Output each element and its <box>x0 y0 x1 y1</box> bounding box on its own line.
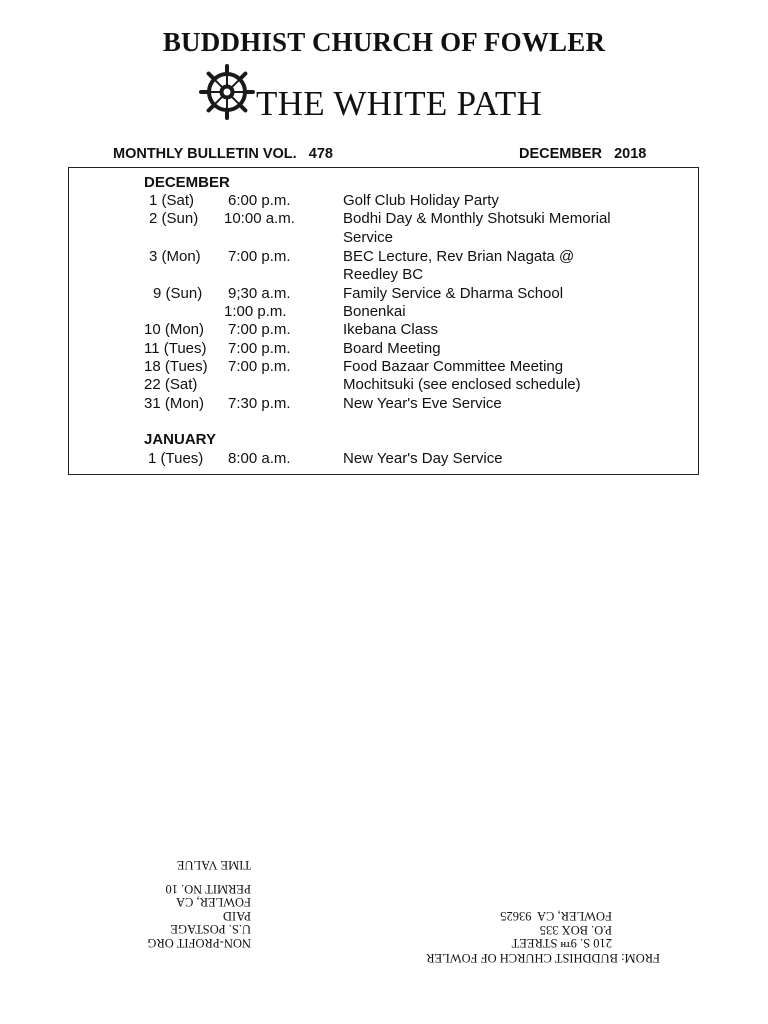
event-time: 7:00 p.m. <box>228 321 291 338</box>
event-name: Ikebana Class <box>343 321 439 338</box>
event-name: Mochitsuki (see enclosed schedule) <box>343 376 581 393</box>
schedule-row <box>69 358 698 376</box>
postage-line: PAID <box>222 909 251 923</box>
event-name: New Year's Day Service <box>343 450 503 467</box>
event-day: 3 (Mon) <box>149 248 201 265</box>
schedule-row <box>69 303 698 321</box>
schedule-row-continued <box>69 229 698 247</box>
schedule-row-continued <box>69 266 698 284</box>
event-name: Family Service & Dharma School <box>343 285 564 302</box>
bulletin-date: DECEMBER 2018 <box>519 146 647 162</box>
schedule-row <box>69 192 698 210</box>
event-name: Board Meeting <box>343 340 441 357</box>
event-day: 10 (Mon) <box>144 321 205 338</box>
event-name: Bonenkai <box>343 303 406 320</box>
december-heading: DECEMBER <box>144 174 230 191</box>
event-time: 7:00 p.m. <box>228 358 291 375</box>
return-po-box: P.O. BOX 335 <box>539 923 612 937</box>
event-day: 2 (Sun) <box>149 210 199 227</box>
event-day: 9 (Sun) <box>153 285 203 302</box>
event-day: 22 (Sat) <box>144 376 198 393</box>
event-day: 1 (Sat) <box>149 192 195 209</box>
church-name-heading: BUDDHIST CHURCH OF FOWLER <box>162 27 606 57</box>
event-day: 31 (Mon) <box>144 395 205 412</box>
event-time: 10:00 a.m. <box>224 210 295 227</box>
return-address-block <box>414 909 660 964</box>
event-name: Bodhi Day & Monthly Shotsuki Memorial <box>343 210 611 227</box>
bulletin-volume: MONTHLY BULLETIN VOL. 478 <box>113 146 333 162</box>
schedule-row <box>69 248 698 266</box>
event-time: 1:00 p.m. <box>224 303 287 320</box>
schedule-row <box>69 376 698 394</box>
schedule-row <box>69 321 698 339</box>
event-time: 7:00 p.m. <box>228 248 291 265</box>
event-name-continued: Reedley BC <box>343 266 424 283</box>
event-time: 6:00 p.m. <box>228 192 291 209</box>
event-time: 9;30 a.m. <box>228 285 291 302</box>
event-day: 11 (Tues) <box>144 340 207 357</box>
time-value-label: TIME VALUE <box>176 858 251 873</box>
return-city-zip: FOWLER, CA 93625 <box>500 909 612 924</box>
event-time: 7:30 p.m. <box>228 395 291 412</box>
event-name: Food Bazaar Committee Meeting <box>343 358 564 375</box>
street-ordinal-suffix: TH <box>560 940 571 949</box>
event-day: 1 (Tues) <box>148 450 204 467</box>
dharma-wheel-icon <box>199 64 255 120</box>
january-heading: JANUARY <box>144 431 216 448</box>
postage-permit-block <box>147 858 251 950</box>
street-number: 210 S. 9 <box>570 936 612 951</box>
schedule-row <box>69 210 698 228</box>
event-name-continued: Service <box>343 229 394 246</box>
schedule-row <box>69 285 698 303</box>
schedule-box <box>68 167 699 475</box>
postage-line: U.S. POSTAGE <box>170 922 251 937</box>
postage-line: PERMIT NO. 10 <box>165 882 251 896</box>
event-name: New Year's Eve Service <box>343 395 502 412</box>
event-time: 7:00 p.m. <box>228 340 291 357</box>
schedule-row <box>69 450 698 468</box>
schedule-row <box>69 340 698 358</box>
event-day: 18 (Tues) <box>144 358 208 375</box>
event-name: BEC Lecture, Rev Brian Nagata @ <box>343 248 575 265</box>
event-time: 8:00 a.m. <box>228 450 291 467</box>
postage-line: FOWLER, CA <box>176 895 251 910</box>
street-word: STREET <box>511 936 558 951</box>
return-from-line: FROM: BUDDHIST CHURCH OF FOWLER <box>426 951 660 965</box>
bulletin-title: THE WHITE PATH <box>256 84 543 123</box>
return-street-line <box>414 936 660 951</box>
schedule-row <box>69 395 698 413</box>
event-name: Golf Club Holiday Party <box>343 192 499 209</box>
postage-line: NON-PROFIT ORG <box>147 936 251 950</box>
